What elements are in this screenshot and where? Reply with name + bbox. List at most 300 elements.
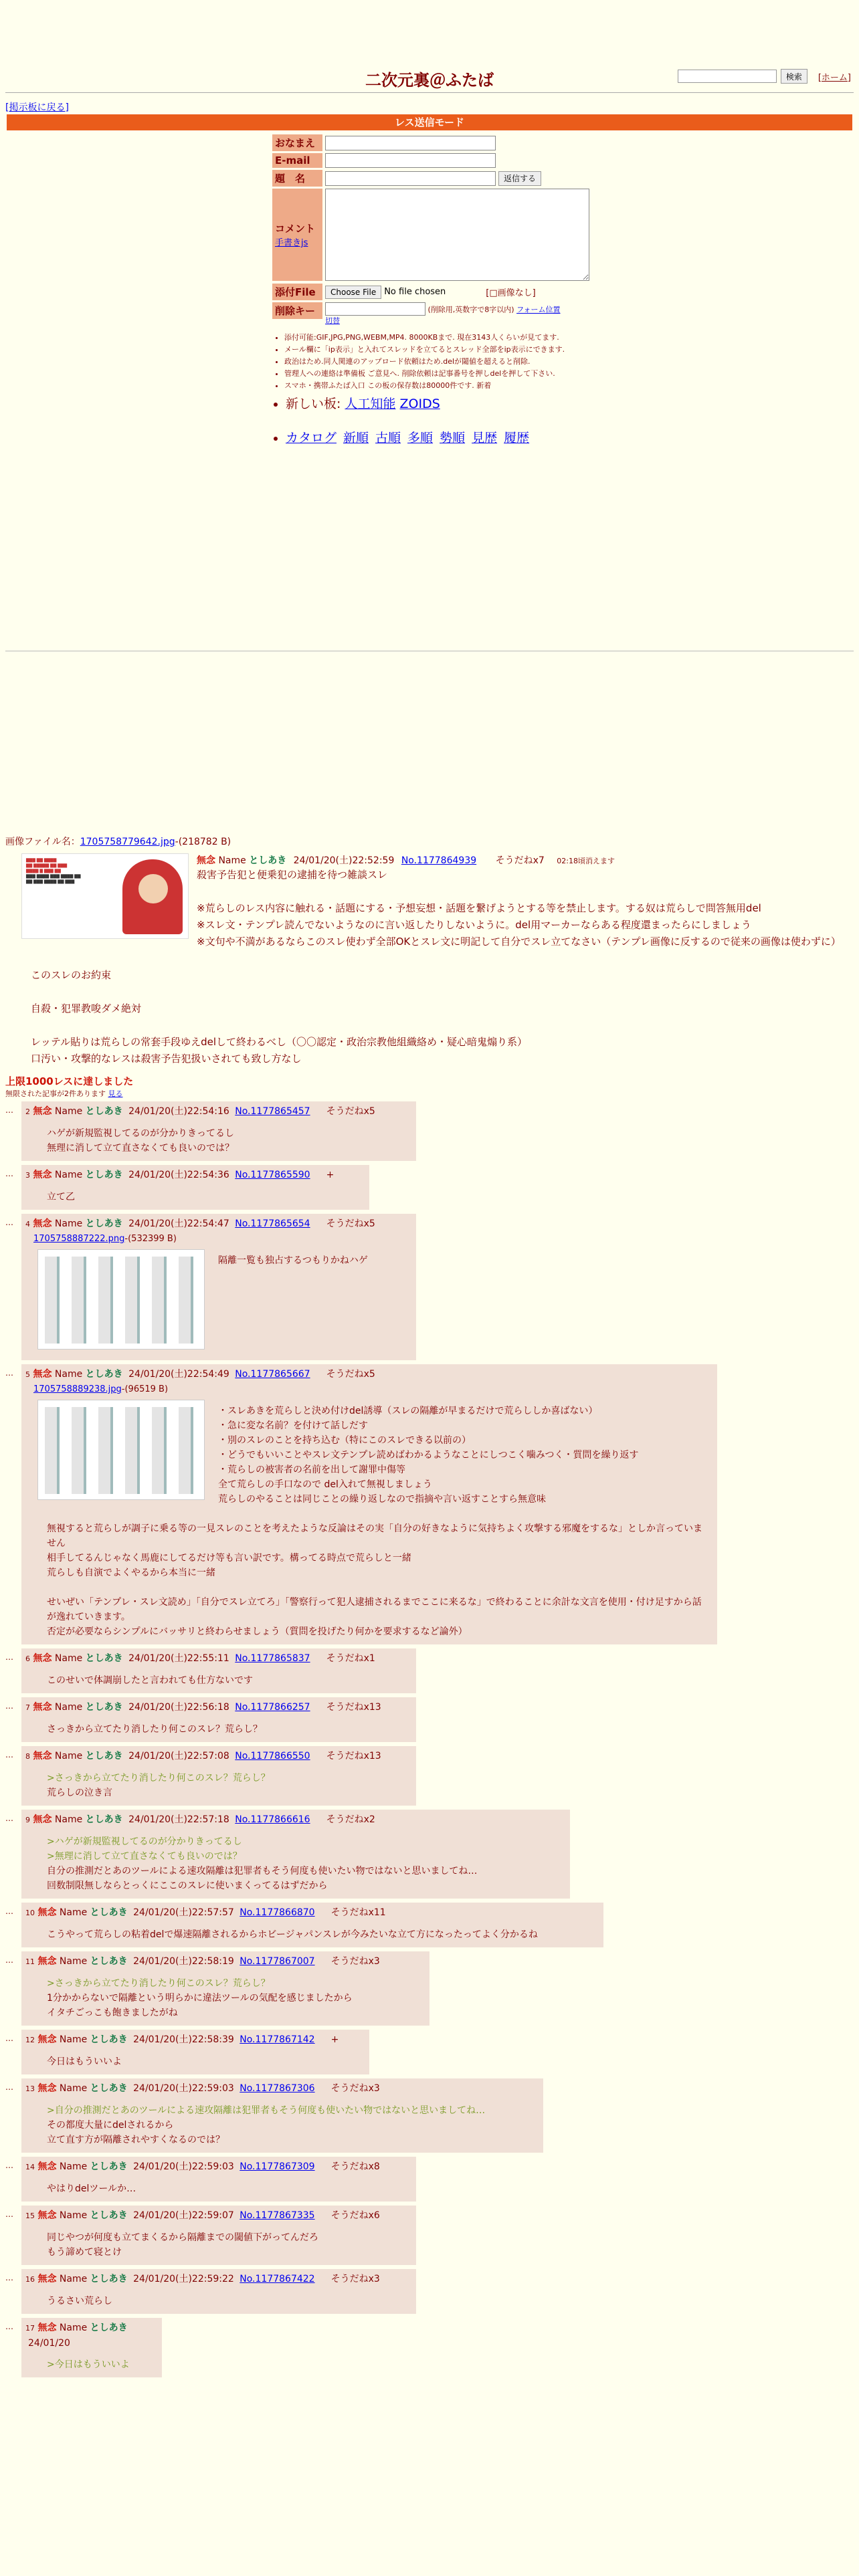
reply-date: 24/01/20(土)22:58:19 xyxy=(133,1956,234,1967)
reply-date: 24/01/20(土)22:54:49 xyxy=(128,1369,229,1380)
reply-row xyxy=(5,1903,854,1947)
switch-link[interactable]: 切替 xyxy=(325,316,340,325)
reply-row xyxy=(5,2030,854,2074)
reply-line: 今日はもういいよ xyxy=(47,2056,122,2067)
reply-post xyxy=(21,1903,603,1947)
reply-index: 16 xyxy=(25,2275,35,2284)
reply-header xyxy=(25,1104,409,1119)
no-image-checkbox[interactable]: [□画像なし] xyxy=(486,288,536,298)
thumbnail-image xyxy=(45,1407,197,1494)
reply-title: 無念 xyxy=(33,1751,52,1761)
reply-name-label: Name xyxy=(54,1653,83,1664)
op-file-link[interactable]: 1705758779642.jpg xyxy=(80,837,175,847)
reply-line: ・どうでもいいことやスレ文テンプレ読めばわかるようなことにしつこく噛みつく・質問を繰り返す xyxy=(218,1450,639,1461)
reply-quote-line: >自分の推測だとあのツールによる速攻隔離は犯罪者もそう何度も使いたい物ではないと思いましてね… xyxy=(47,2105,486,2116)
reply-marker: … xyxy=(5,1218,13,1227)
note-item: • スマホ・携帯ふたば入口 この板の保存数は80000件です. 新着 xyxy=(284,380,607,391)
reply-text xyxy=(25,1722,409,1737)
reply-post-number[interactable]: No.1177867335 xyxy=(240,2210,315,2221)
reply-file-size: -(96519 B) xyxy=(121,1384,169,1394)
comment-label: コメント xyxy=(275,223,316,235)
reply-marker: … xyxy=(5,2210,13,2219)
op-file-label: 画像ファイル名： xyxy=(5,837,80,847)
handwrite-link[interactable]: 手書きjs xyxy=(275,238,308,248)
reply-post-number[interactable]: No.1177866870 xyxy=(240,1907,315,1918)
reply-post-number[interactable]: No.1177867422 xyxy=(240,2274,315,2284)
reply-line xyxy=(47,1580,710,1595)
replies xyxy=(5,1101,854,2377)
reply-name-label: Name xyxy=(54,1751,83,1761)
reply-name-label: Name xyxy=(54,1702,83,1713)
reply-name-label: Name xyxy=(59,2323,88,2333)
reply-line: さっきから立てたり消したり何このスレ？荒らし？ xyxy=(47,1724,262,1735)
reply-soudane-button[interactable]: そうだねx6 xyxy=(330,2210,380,2221)
reply-date: 24/01/20(土)22:57:08 xyxy=(128,1751,229,1761)
reply-date: 24/01/20(土)22:54:36 xyxy=(128,1170,229,1180)
reply-date: 24/01/20(土)22:57:57 xyxy=(133,1907,234,1918)
email-input[interactable] xyxy=(325,153,496,168)
reply-soudane-button[interactable]: そうだねx13 xyxy=(326,1751,381,1761)
reply-date: 24/01/20(土)22:58:39 xyxy=(133,2034,234,2045)
reply-line: 否定が必要ならシンプルにバッサリと終わらせましょう（質問を投げたり何かを要求するなど論外） xyxy=(47,1626,468,1637)
reply-post-number[interactable]: No.1177867007 xyxy=(240,1956,315,1967)
reply-name: としあき xyxy=(85,1814,123,1825)
op-line: 自殺・犯罪教唆ダメ絶対 xyxy=(31,1002,142,1014)
reply-name: としあき xyxy=(90,2274,128,2284)
reply-mode-bar: レス送信モード xyxy=(7,114,852,130)
reply-post-number[interactable]: No.1177865667 xyxy=(235,1369,310,1380)
divider xyxy=(5,92,854,93)
op-expire: 02:18頃消えます xyxy=(557,857,615,865)
reply-line: 全て荒らしの手口なので del入れて無視しましょう xyxy=(218,1479,432,1490)
reply-header xyxy=(25,2321,155,2351)
reply-marker: … xyxy=(5,2273,13,2282)
reply-post-number[interactable]: No.1177866257 xyxy=(235,1702,310,1713)
reply-marker: … xyxy=(5,1750,13,1759)
reply-post xyxy=(21,2318,162,2377)
reply-name-label: Name xyxy=(59,2161,88,2172)
reply-file-link[interactable]: 1705758887222.png xyxy=(33,1234,125,1244)
reply-marker: … xyxy=(5,2034,13,2043)
reply-marker: … xyxy=(5,1652,13,1662)
reply-name-label: Name xyxy=(54,1106,83,1117)
reply-thumbnail[interactable] xyxy=(37,1249,205,1350)
nav-link-history[interactable]: 履歴 xyxy=(504,431,530,445)
reply-post-number[interactable]: No.1177865654 xyxy=(235,1218,310,1229)
reply-row xyxy=(5,1648,854,1693)
reply-index: 4 xyxy=(25,1220,30,1228)
reply-title: 無念 xyxy=(33,1218,52,1229)
reply-row xyxy=(5,2078,854,2153)
reply-line: ・荒らしの被害者の名前を出して謝罪中傷等 xyxy=(218,1465,405,1475)
reply-row xyxy=(5,1746,854,1806)
reply-line: 立て直す方が隔離されやすくなるのでは？ xyxy=(47,2135,225,2145)
reply-line: 無視すると荒らしが調子に乗る等の一見スレのことを考えたような反論はその実「自分の好きなように気持ちよく攻撃する邪魔をするな」としか言っていません xyxy=(47,1523,702,1549)
reply-line: こうやって荒らしの粘着delで爆速隔離されるからホビージャパンスレが今みたいな立て方になったってよく分かるね xyxy=(47,1929,538,1940)
reply-name: としあき xyxy=(90,2034,128,2045)
reply-index: 3 xyxy=(25,1171,30,1180)
op-file-size: -(218782 B) xyxy=(175,837,231,847)
reply-soudane-button[interactable]: そうだねx5 xyxy=(326,1369,375,1380)
op-line: 口汚い・攻撃的なレスは殺害予告犯扱いされても致し方なし xyxy=(31,1053,302,1065)
reply-line: 隔離一覧も独占するつもりかねハゲ xyxy=(218,1255,368,1266)
reply-marker: … xyxy=(5,2322,13,2331)
reply-date: 24/01/20(土)22:57:18 xyxy=(128,1814,229,1825)
reply-line: イタチごっこも飽きましたがね xyxy=(47,2008,178,2018)
file-label: 添付File xyxy=(272,284,322,300)
reply-title: 無念 xyxy=(37,1956,57,1967)
reply-file-line xyxy=(25,1232,409,1247)
reply-name: としあき xyxy=(90,2210,128,2221)
op-date: 24/01/20(土)22:52:59 xyxy=(293,855,395,866)
reply-header xyxy=(25,1168,363,1183)
new-board-list xyxy=(272,394,593,412)
reply-marker: … xyxy=(5,1907,13,1916)
header xyxy=(0,0,859,90)
hidden-show-link[interactable]: 見る xyxy=(108,1089,123,1098)
reply-name: としあき xyxy=(90,2323,128,2333)
note-item: • 添付可能:GIF,JPG,PNG,WEBM,MP4. 8000KBまで. 現在3143人くらいが見てます. xyxy=(284,332,607,343)
reply-index: 10 xyxy=(25,1909,35,1917)
reply-quote-line: >今日はもういいよ xyxy=(47,2359,130,2370)
reply-line: 荒らしも自演でよくやるから本当に一緒 xyxy=(47,1568,215,1578)
reply-row xyxy=(5,1951,854,2026)
reply-row xyxy=(5,1101,854,1161)
nav-link-new[interactable]: 新順 xyxy=(343,431,369,445)
reply-file-line xyxy=(25,1382,710,1397)
choose-file-button[interactable]: Choose File xyxy=(325,286,381,299)
reply-post xyxy=(21,2269,416,2314)
op-thumb-face xyxy=(138,874,168,903)
reply-file-link[interactable]: 1705758889238.jpg xyxy=(33,1384,122,1394)
reply-row xyxy=(5,2269,854,2314)
op-line: このスレのお約束 xyxy=(31,969,112,981)
reply-text xyxy=(25,1834,563,1893)
reply-header xyxy=(25,1749,409,1764)
reply-line: このせいで体調崩したと言われても仕方ないです xyxy=(47,1675,253,1686)
op-line: レッテル貼りは荒らしの常套手段ゆえdelして終わるべし（〇〇認定・政治宗教他組織絡め・疑心暗鬼煽り系） xyxy=(31,1036,528,1048)
note-item: • 管理人への連絡は準備板 ご意見へ. 削除依頼は記事番号を押しdelを押して下さい. xyxy=(284,368,607,379)
reply-header xyxy=(25,1651,409,1667)
reply-date: 24/01/20(土)22:59:03 xyxy=(133,2161,234,2172)
op-title: 無念 xyxy=(197,855,215,866)
reply-post-number[interactable]: No.1177867309 xyxy=(240,2161,315,2172)
reply-line: その都度大量にdelされるから xyxy=(47,2120,174,2131)
reply-name: としあき xyxy=(90,2161,128,2172)
reply-name: としあき xyxy=(90,1956,128,1967)
reply-post xyxy=(21,2206,416,2265)
op-line: 殺害予告犯と便乗犯の逮捕を待つ雑談スレ xyxy=(197,869,388,881)
op-line xyxy=(31,984,854,1000)
new-board-link[interactable]: 人工知能 xyxy=(345,397,396,411)
reply-quote-line: >ハゲが新規監視してるのが分かりきってるし xyxy=(47,1836,242,1847)
delkey-input[interactable] xyxy=(325,302,425,316)
reply-title: 無念 xyxy=(33,1369,52,1380)
new-board-link[interactable]: ZOIDS xyxy=(399,397,440,411)
reply-line: ・スレあきを荒らしと決め付けdel誘導（スレの隔離が早まるだけで荒らししか喜ばない） xyxy=(218,1406,598,1416)
reply-index: 12 xyxy=(25,2036,35,2044)
reply-text xyxy=(25,2230,409,2260)
reply-index: 14 xyxy=(25,2163,35,2171)
reply-name-label: Name xyxy=(54,1170,83,1180)
reply-name-label: Name xyxy=(59,2034,88,2045)
submit-button[interactable]: 返信する xyxy=(498,171,541,186)
reply-file-size: -(532399 B) xyxy=(124,1234,177,1244)
reply-line: 1分かからないで隔離という明らかに違法ツールの気配を感じましたから xyxy=(47,1993,353,2004)
op-line: ※荒らしのレス内容に触れる・話題にする・予想妄想・話題を繋げようとする等を禁止します。する奴は荒らしで問答無用del xyxy=(197,902,761,914)
delkey-note: (削除用,英数字で8字以内) xyxy=(427,305,514,314)
reply-line: ハゲが新規監視してるのが分かりきってるし xyxy=(47,1128,234,1139)
reply-name-label: Name xyxy=(59,2083,88,2094)
reply-name: としあき xyxy=(85,1369,123,1380)
reply-post xyxy=(21,1648,416,1693)
reply-date: 24/01/20(土)22:59:22 xyxy=(133,2274,234,2284)
reply-row xyxy=(5,2318,854,2377)
reply-row xyxy=(5,1364,854,1644)
reply-text xyxy=(25,2181,409,2196)
email-label: E-mail xyxy=(272,153,322,168)
op-line: ※文句や不満があるならこのスレ使わず全部OKとスレ文に明記して自分でスレ立てなさい（テンプレ画像に反するので従来の画像は使わずに） xyxy=(197,936,841,948)
reply-name: としあき xyxy=(85,1702,123,1713)
reply-date: 24/01/20(土)22:55:11 xyxy=(128,1653,229,1664)
reply-soudane-button[interactable]: そうだねx8 xyxy=(330,2161,380,2172)
reply-quote-line: >無理に消して立て直さなくても良いのでは？ xyxy=(47,1851,242,1862)
op-line xyxy=(31,1017,854,1034)
reply-marker: … xyxy=(5,1105,13,1115)
reply-name: としあき xyxy=(90,1907,128,1918)
reply-name-label: Name xyxy=(59,1956,88,1967)
op-name-label: Name xyxy=(218,855,246,866)
reply-title: 無念 xyxy=(37,2323,57,2333)
reply-soudane-button[interactable]: そうだねx13 xyxy=(326,1702,381,1713)
reply-header xyxy=(25,2032,363,2048)
subject-input[interactable] xyxy=(325,171,496,186)
reply-soudane-button[interactable]: そうだねx3 xyxy=(330,1956,380,1967)
reply-index: 11 xyxy=(25,1957,35,1966)
nav-link-many[interactable]: 多順 xyxy=(407,431,434,445)
reply-line: 自分の推測だとあのツールによる速攻隔離は犯罪者もそう何度も使いたい物ではないと思いましてね… xyxy=(47,1866,478,1876)
reply-text xyxy=(25,1190,363,1204)
reply-soudane-button[interactable]: そうだねx5 xyxy=(326,1218,375,1229)
hidden-notice: 無限された記事が2件あります xyxy=(5,1089,106,1098)
reply-line: 立て乙 xyxy=(47,1192,75,1202)
reply-text xyxy=(25,2054,363,2069)
reply-thumbnail[interactable] xyxy=(37,1400,205,1500)
site-title: 二次元裏＠ふたば xyxy=(365,70,494,90)
reply-name: としあき xyxy=(85,1170,123,1180)
reply-form xyxy=(272,134,593,446)
comment-label-cell xyxy=(272,189,322,281)
reply-name-label: Name xyxy=(54,1814,83,1825)
reply-header xyxy=(25,1905,597,1921)
reply-line: 相手してるんじゃなく馬鹿にしてるだけ等も言い訳です。構ってる時点で荒らしと一緒 xyxy=(47,1553,411,1564)
reply-header xyxy=(25,2159,409,2175)
reply-text xyxy=(25,2357,155,2372)
reply-post xyxy=(21,1697,416,1742)
reply-header xyxy=(25,1812,563,1828)
reply-post xyxy=(21,1165,369,1210)
reply-post xyxy=(21,2030,369,2074)
reply-title: 無念 xyxy=(37,2274,57,2284)
reply-line: やはりdelツールか… xyxy=(47,2183,136,2194)
thread xyxy=(5,835,854,2381)
reply-row xyxy=(5,1214,854,1360)
new-board-label: 新しい板: xyxy=(286,397,341,411)
reply-soudane-button[interactable]: + xyxy=(326,1170,335,1180)
reply-quote-line: >さっきから立てたり消したり何このスレ？荒らし？ xyxy=(47,1773,270,1784)
reply-date: 24/01/20 xyxy=(28,2338,70,2349)
reply-name: としあき xyxy=(85,1751,123,1761)
op-post xyxy=(5,849,854,1067)
reply-title: 無念 xyxy=(33,1702,52,1713)
op-name: としあき xyxy=(249,855,287,866)
reply-index: 13 xyxy=(25,2084,35,2093)
reply-title: 無念 xyxy=(33,1106,52,1117)
reply-name-label: Name xyxy=(54,1218,83,1229)
reply-name: としあき xyxy=(85,1106,123,1117)
reply-line: 無理に消して立て直さなくても良いのでは？ xyxy=(47,1143,234,1154)
reply-row xyxy=(5,1810,854,1899)
reply-text xyxy=(25,1927,597,1942)
reply-line: 荒らしの泣き言 xyxy=(47,1788,112,1798)
reply-marker: … xyxy=(5,2082,13,2092)
comment-textarea[interactable] xyxy=(325,189,589,281)
reply-soudane-button[interactable]: そうだねx1 xyxy=(326,1653,375,1664)
reply-marker: … xyxy=(5,1955,13,1965)
delkey-label: 削除キー xyxy=(272,302,322,319)
op-thumb-text-block: ▇▇▇ ▇▇ ▇▇▇▇ ▇▇ ▇▇▇▇▇ ▇▇ ▇▇▇ ▇▇▇▇ ▇ ▇▇▇ ▇▇ ▇▇▇ ▇▇▇▇ ▇▇▇ ▇▇▇▇ ▇▇ ▇▇ ▇▇▇ ▇▇▇▇ ▇▇ ▇▇▇ xyxy=(26,858,81,884)
reply-soudane-button[interactable]: そうだねx3 xyxy=(330,2274,380,2284)
op-post-number[interactable]: No.1177864939 xyxy=(401,855,477,866)
reply-line: ・別のスレのことを持ち込む（特にこのスレできる以前の） xyxy=(218,1435,471,1446)
reply-text xyxy=(25,1673,409,1688)
reply-line: うるさい荒らし xyxy=(47,2296,112,2306)
limit-notice: 上限1000レスに達しました xyxy=(5,1075,134,1087)
reply-title: 無念 xyxy=(33,1653,52,1664)
reply-line: もう諦めて寝とけ xyxy=(47,2247,122,2258)
reply-line: 回数制限無しならとっくにここのスレに使いまくってるはずだから xyxy=(47,1881,328,1891)
reply-header xyxy=(25,2081,537,2097)
reply-title: 無念 xyxy=(37,1907,57,1918)
no-file-text: No file chosen xyxy=(384,287,446,297)
reply-index: 6 xyxy=(25,1654,30,1663)
reply-post-number[interactable]: No.1177865457 xyxy=(235,1106,310,1117)
reply-header xyxy=(25,1216,409,1232)
reply-soudane-button[interactable]: そうだねx5 xyxy=(326,1106,375,1117)
subject-label: 題 名 xyxy=(272,170,322,187)
reply-index: 17 xyxy=(25,2324,35,2333)
op-line: ※スレ文・テンプレ読んでないようなのに言い返したりしないように。del用マーカーならある程度還まったらにしましょう xyxy=(197,919,751,931)
reply-post xyxy=(21,1951,430,2026)
reply-index: 2 xyxy=(25,1107,30,1116)
reply-index: 8 xyxy=(25,1752,30,1761)
reply-line: ・急に変な名前？を付けて話しだす xyxy=(218,1420,368,1431)
reply-name: としあき xyxy=(90,2083,128,2094)
form-position-link[interactable]: フォーム位置 xyxy=(516,305,561,314)
search-input[interactable] xyxy=(678,70,777,83)
reply-date: 24/01/20(土)22:59:07 xyxy=(133,2210,234,2221)
home-link[interactable]: [ホーム] xyxy=(818,72,851,83)
reply-title: 無念 xyxy=(37,2210,57,2221)
reply-index: 9 xyxy=(25,1816,30,1824)
reply-title: 無念 xyxy=(37,2034,57,2045)
op-soudane-button[interactable]: そうだねx7 xyxy=(495,855,545,866)
reply-name-label: Name xyxy=(59,1907,88,1918)
op-line xyxy=(31,950,854,967)
search-area xyxy=(678,69,851,84)
reply-header xyxy=(25,1954,423,1969)
reply-marker: … xyxy=(5,2161,13,2170)
name-input[interactable] xyxy=(325,136,496,150)
reply-name-label: Name xyxy=(59,2210,88,2221)
reply-line: 同じやつが何度も立てまくるから隔離までの閾値下がってんだろ xyxy=(47,2232,318,2243)
search-button[interactable]: 検索 xyxy=(781,69,807,84)
reply-soudane-button[interactable]: そうだねx3 xyxy=(330,2083,380,2094)
reply-post xyxy=(21,2078,543,2153)
reply-post xyxy=(21,1364,717,1644)
reply-title: 無念 xyxy=(33,1170,52,1180)
reply-soudane-button[interactable]: そうだねx2 xyxy=(326,1814,375,1825)
reply-title: 無念 xyxy=(37,2083,57,2094)
reply-post-number[interactable]: No.1177865590 xyxy=(235,1170,310,1180)
reply-post-number[interactable]: No.1177866550 xyxy=(235,1751,310,1761)
reply-marker: … xyxy=(5,1368,13,1378)
reply-date: 24/01/20(土)22:59:03 xyxy=(133,2083,234,2094)
reply-line xyxy=(47,1507,710,1521)
reply-post-number[interactable]: No.1177865837 xyxy=(235,1653,310,1664)
reply-index: 7 xyxy=(25,1703,30,1712)
reply-post xyxy=(21,1810,570,1899)
reply-title: 無念 xyxy=(37,2161,57,2172)
reply-row xyxy=(5,2157,854,2202)
reply-post xyxy=(21,1214,416,1360)
nav-link-viewed[interactable]: 見歴 xyxy=(472,431,498,445)
reply-title: 無念 xyxy=(33,1814,52,1825)
reply-text xyxy=(25,1976,423,2020)
reply-text xyxy=(25,2294,409,2309)
reply-header xyxy=(25,1367,710,1382)
reply-line: 荒らしのやることは同じことの繰り返しなので指摘や言い返すことすら無意味 xyxy=(218,1494,546,1505)
reply-header xyxy=(25,1700,409,1715)
hidden-notice-line xyxy=(5,1088,854,1099)
nav-link-momentum[interactable]: 勢順 xyxy=(440,431,466,445)
reply-text xyxy=(25,1126,409,1156)
reply-row xyxy=(5,1165,854,1210)
reply-index: 5 xyxy=(25,1370,30,1379)
reply-post xyxy=(21,1101,416,1161)
op-thumbnail[interactable] xyxy=(21,853,189,939)
name-label: おなまえ xyxy=(272,134,322,151)
reply-soudane-button[interactable]: + xyxy=(330,2034,339,2045)
reply-line: せいぜい「テンプレ・スレ文読め」「自分でスレ立てろ」「警察行って犯人逮捕されるまでここに来るな」で終わることに余計な文言を使用・付け足すから話が逸れていきます。 xyxy=(47,1597,702,1622)
reply-post-number[interactable]: No.1177867142 xyxy=(240,2034,315,2045)
reply-post-number[interactable]: No.1177866616 xyxy=(235,1814,310,1825)
reply-soudane-button[interactable]: そうだねx11 xyxy=(330,1907,386,1918)
reply-header xyxy=(25,2272,409,2287)
reply-text xyxy=(25,1771,409,1800)
reply-header xyxy=(25,2208,409,2224)
nav-link-catalog[interactable]: カタログ xyxy=(286,431,337,445)
reply-date: 24/01/20(土)22:54:47 xyxy=(128,1218,229,1229)
reply-row xyxy=(5,2206,854,2265)
nav-link-old[interactable]: 古順 xyxy=(375,431,401,445)
reply-quote-line: >さっきから立てたり消したり何このスレ？荒らし？ xyxy=(47,1978,270,1989)
note-item: • メール欄に「ip表示」と入れてスレッドを立てるとスレッド全部をip表示にできます. xyxy=(284,344,607,355)
back-to-board-link[interactable]: [掲示板に戻る] xyxy=(5,102,69,113)
reply-row xyxy=(5,1697,854,1742)
reply-post-number[interactable]: No.1177867306 xyxy=(240,2083,315,2094)
reply-index: 15 xyxy=(25,2212,35,2220)
